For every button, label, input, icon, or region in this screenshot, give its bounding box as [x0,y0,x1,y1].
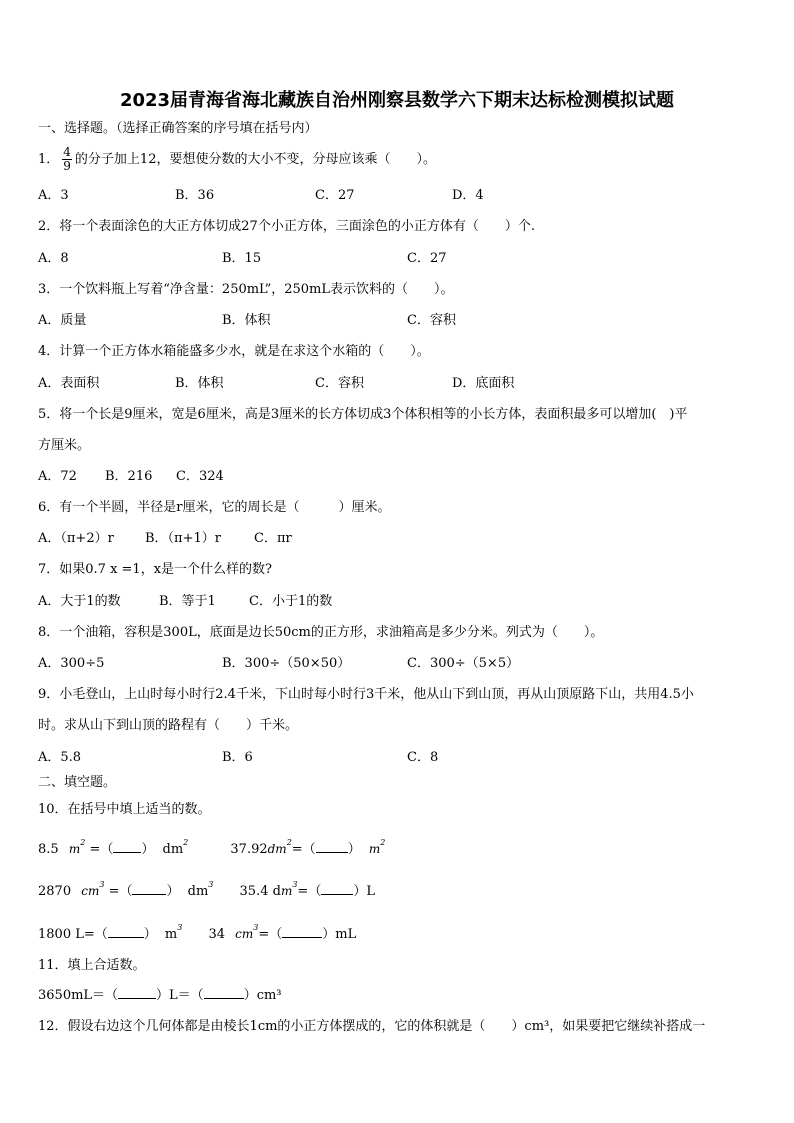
option-b[interactable]: B．等于1 [159,594,216,609]
fill-text: 3650mL＝（ [38,988,119,1003]
page-title: 2023届青海省海北藏族自治州刚察县数学六下期末达标检测模拟试题 [119,90,675,111]
option-c[interactable]: C．324 [176,469,224,484]
value: 35.4 d [239,884,281,899]
exponent: 3 [177,923,183,932]
question-5-line-2: 方厘米。 [38,438,91,453]
question-2: 2．将一个表面涂色的大正方体切成27个小正方体，三面涂色的小正方体有（ ）个. [38,219,535,234]
exponent: 2 [286,838,292,847]
option-c[interactable]: C．8 [407,750,439,765]
option-a[interactable]: A．5.8 [38,750,82,765]
question-8: 8．一个油箱，容积是300L，底面是边长50cm的正方形，求油箱高是多少分米。列式为（ ）。 [38,625,604,640]
exponent: 2 [183,838,189,847]
q10-row-2 [38,882,375,900]
option-b[interactable]: B．15 [222,251,262,266]
paren-open: =（ [297,884,322,899]
unit: m [368,842,381,856]
question-1 [38,146,756,173]
option-b[interactable]: B．体积 [175,376,224,391]
value: 8.5 [38,842,59,857]
exponent: 3 [253,923,259,932]
exponent: 3 [99,880,105,889]
paren-open: =（ [291,842,316,857]
paren-close: ） [347,842,361,857]
value: 34 [208,927,226,942]
question-number: 1． [38,152,60,167]
option-c[interactable]: C．300÷（5×5） [407,656,520,671]
unit: dm [267,842,287,856]
unit: cm [235,927,254,941]
option-a[interactable]: A．3 [38,188,69,203]
answer-blank[interactable] [321,894,353,895]
unit: m [164,927,178,942]
option-c[interactable]: C．容积 [407,313,456,328]
unit: cm [81,884,100,898]
fraction [62,146,72,173]
option-c[interactable]: C．容积 [315,376,364,391]
value: 1800 L=（ [38,927,108,942]
exponent: 3 [292,880,298,889]
option-b[interactable]: B．36 [175,188,215,203]
unit: dm [187,884,209,899]
fraction-denominator: 9 [63,159,71,173]
option-a[interactable]: A．72 [38,469,77,484]
paren-close-unit: ）L [353,884,375,899]
option-b[interactable]: B．（π+1）r [145,531,221,546]
option-c[interactable]: C．27 [315,188,355,203]
option-a[interactable]: A．表面积 [38,376,100,391]
option-b[interactable]: B．216 [105,469,153,484]
answer-blank[interactable] [108,937,144,938]
answer-blank[interactable] [118,998,156,999]
paren-open: =（ [258,927,283,942]
option-a[interactable]: A．8 [38,251,69,266]
option-a[interactable]: A．质量 [38,313,87,328]
option-b[interactable]: B．300÷（50×50） [222,656,351,671]
answer-blank[interactable] [316,852,348,853]
paren-close: ） [143,927,157,942]
option-c[interactable]: C．小于1的数 [249,594,333,609]
option-c[interactable]: C．27 [407,251,447,266]
question-4: 4．计算一个正方体水箱能盛多少水，就是在求这个水箱的（ ）。 [38,344,430,359]
q11-fill-row [38,987,282,1005]
question-3: 3．一个饮料瓶上写着“净含量：250mL”，250mL表示饮料的（ ）。 [38,282,454,297]
question-9-line-1: 9．小毛登山，上山时每小时行2.4千米，下山时每小时行3千米，他从山下到山顶，再从山顶原路下山，共用4.5小 [38,687,694,702]
option-b[interactable]: B．6 [222,750,253,765]
question-9-line-2: 时。求从山下到山顶的路程有（ ）千米。 [38,718,299,733]
option-a[interactable]: A．300÷5 [38,656,105,671]
question-10: 10．在括号中填上适当的数。 [38,802,211,817]
question-text: 的分子加上12，要想使分数的大小不变，分母应该乘（ ）。 [74,152,436,167]
question-5-line-1: 5．将一个长是9厘米，宽是6厘米，高是3厘米的长方体切成3个体积相等的小长方体，表面积最多可以增加( )平 [38,407,688,422]
option-d[interactable]: D．底面积 [452,376,515,391]
question-7: 7．如果0.7 x =1，x是一个什么样的数? [38,562,273,577]
paren-open: =（ [89,842,114,857]
q10-row-3 [38,925,356,943]
paren-close: ） [141,842,155,857]
question-11: 11．填上合适数。 [38,958,146,973]
unit: m [68,842,81,856]
exponent: 2 [80,838,86,847]
question-6: 6．有一个半圆，半径是r厘米，它的周长是（ ）厘米。 [38,500,391,515]
fraction-numerator: 4 [63,145,71,159]
unit: m [280,884,293,898]
answer-blank[interactable] [113,852,141,853]
q10-row-1 [38,840,385,858]
option-b[interactable]: B．体积 [222,313,271,328]
option-a[interactable]: A．（π+2）r [38,531,114,546]
paren-close: ） [166,884,180,899]
section-heading-fill: 二、填空题。 [38,775,117,790]
fill-text: ）cm³ [243,988,282,1003]
unit: dm [162,842,184,857]
answer-blank[interactable] [204,998,244,999]
option-d[interactable]: D．4 [452,188,484,203]
exponent: 2 [380,838,386,847]
answer-blank[interactable] [282,937,322,938]
section-heading-choice: 一、选择题。（选择正确答案的序号填在括号内） [38,121,318,136]
option-c[interactable]: C．πr [254,531,292,546]
value: 2870 [38,884,72,899]
question-12: 12．假设右边这个几何体都是由棱长1cm的小正方体摆成的，它的体积就是（ ）cm³，如果要把它继续补搭成一 [38,1019,706,1034]
paren-close-unit: ）mL [322,927,357,942]
fill-text: ）L＝（ [156,988,204,1003]
paren-open: =（ [108,884,133,899]
exponent: 3 [208,880,214,889]
value: 37.92 [230,842,268,857]
option-a[interactable]: A．大于1的数 [38,594,121,609]
answer-blank[interactable] [132,894,166,895]
